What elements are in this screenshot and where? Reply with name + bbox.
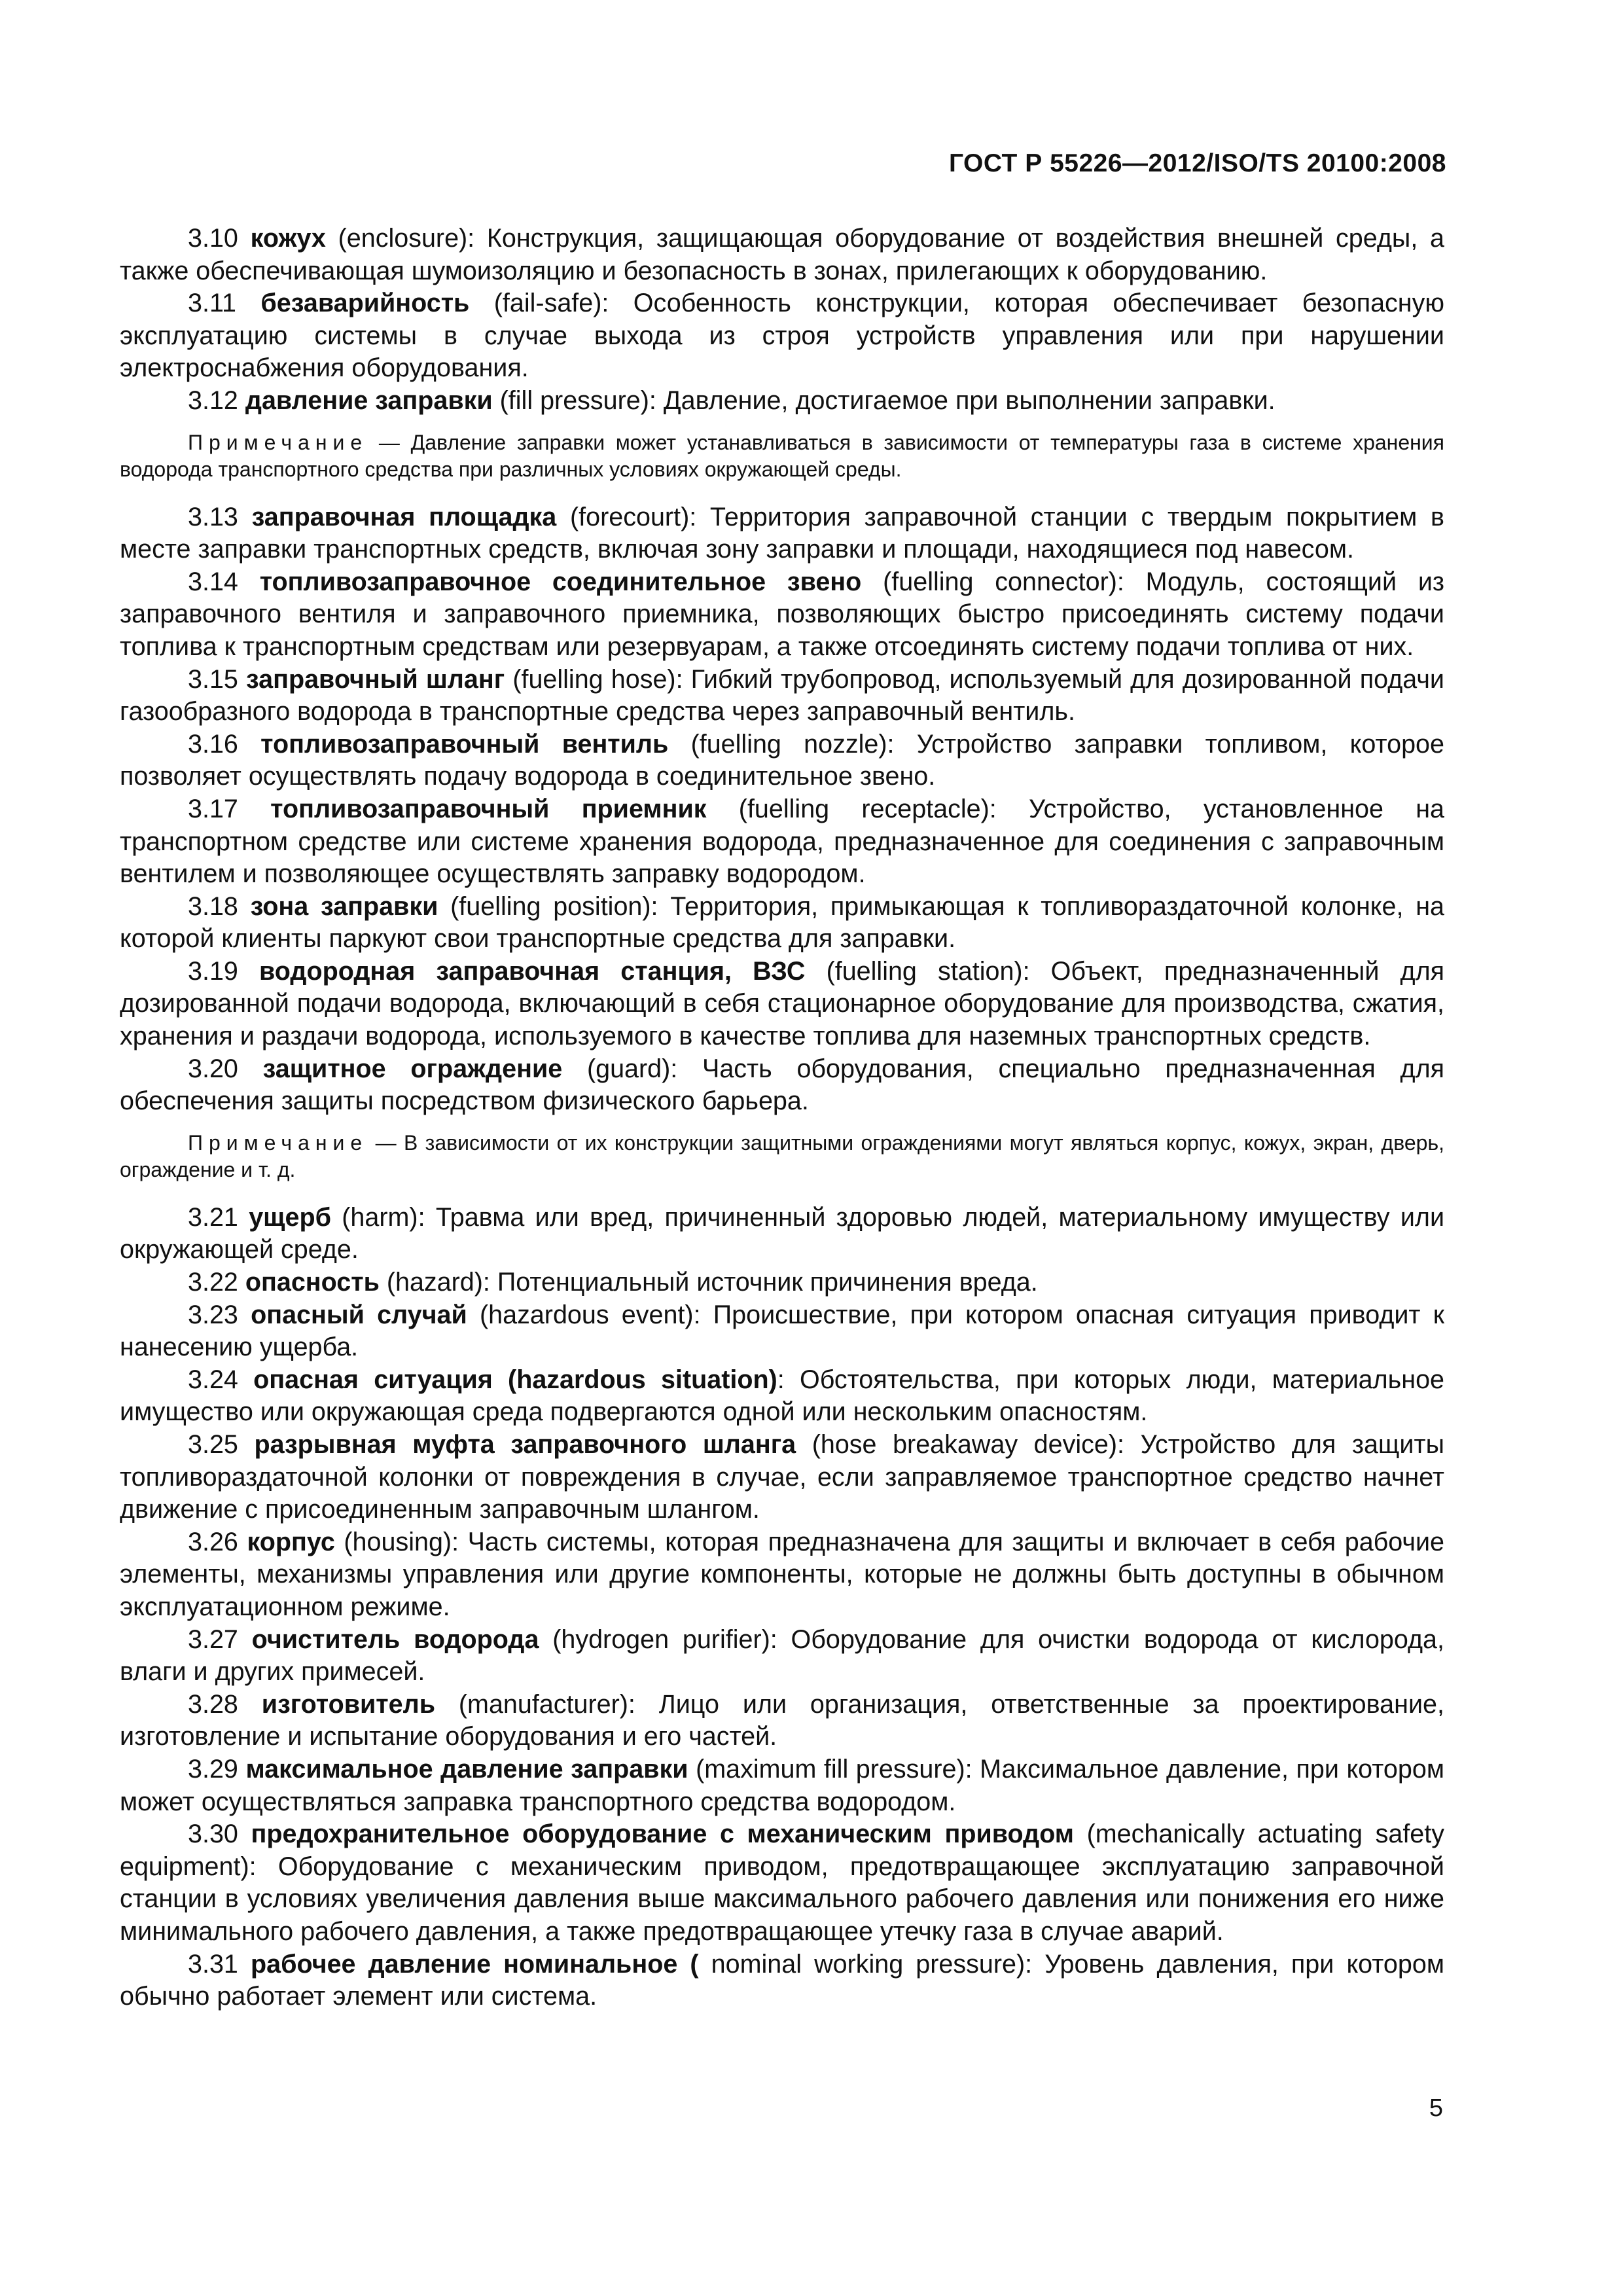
term-definition [120, 1526, 1444, 1624]
term-definition [120, 566, 1444, 664]
term-definition [120, 223, 1444, 287]
term-number: 3.30 [188, 1820, 238, 1849]
note-text: — В зависимости от их конструкции защитными ограждениями могут являться корпус, кожух, экран, дверь, ограждение и т. д. [120, 1130, 1445, 1181]
term-text: (mechanically actuating safety equipment): Оборудование с механическим приводом, предотвращающее эксплуатацию заправочной станции в условиях увеличения давления выше максимального рабочего давления или понижения его ниже минимального рабочего давления, а также предотвращающее утечку газа в случае аварий. [120, 1820, 1444, 1946]
term-definition [120, 1266, 1444, 1299]
term-number: 3.19 [188, 956, 238, 986]
term-number: 3.22 [188, 1268, 238, 1297]
term-title: кожух [250, 224, 326, 253]
term-title: очиститель водорода [251, 1624, 539, 1654]
term-number: 3.21 [188, 1202, 238, 1232]
term-number: 3.23 [188, 1300, 238, 1329]
term-text: (fuelling position): Территория, примыкающая к топливораздаточной колонке, на которой клиенты паркуют свои транспортные средства для заправки. [120, 891, 1444, 954]
term-definition [120, 728, 1444, 793]
term-definition [120, 1689, 1444, 1753]
term-number: 3.28 [188, 1689, 238, 1719]
note-label: Примечание [188, 430, 368, 454]
term-text: : Обстоятельства, при которых люди, материальное имущество или окружающая среда подвергаются одной или нескольким опасностям. [120, 1365, 1445, 1427]
term-text: (fuelling nozzle): Устройство заправки топливом, которое позволяет осуществлять подачу водорода в соединительное звено. [120, 729, 1444, 791]
term-definition [120, 1753, 1444, 1818]
term-definition [120, 664, 1444, 728]
term-title: рабочее давление номинальное ( [251, 1949, 699, 1979]
term-text: (maximum fill pressure): Максимальное давление, при котором может осуществляться заправка транспортного средства водородом. [120, 1754, 1444, 1816]
term-number: 3.13 [188, 502, 238, 531]
term-text: (housing): Часть системы, которая предназначена для защиты и включает в себя рабочие элементы, механизмы управления или другие компоненты, которые не должны быть доступны в обычном эксплуатационном режиме. [120, 1527, 1445, 1621]
term-definition [120, 793, 1444, 891]
term-title: опасность [245, 1268, 380, 1297]
term-number: 3.12 [188, 386, 238, 415]
document-body [120, 223, 1444, 2013]
term-title: предохранительное оборудование с механическим приводом [251, 1820, 1075, 1849]
term-text: (fuelling hose): Гибкий трубопровод, используемый для дозированной подачи газообразного водорода в транспортные средства через заправочный вентиль. [120, 664, 1444, 726]
term-definition [120, 1364, 1444, 1429]
term-text: (forecourt): Территория заправочной станции с твердым покрытием в месте заправки транспортных средств, включая зону заправки и площади, находящиеся под навесом. [120, 502, 1444, 564]
term-title: максимальное давление заправки [245, 1754, 688, 1784]
term-definition [120, 1948, 1444, 2013]
term-number: 3.16 [188, 729, 238, 759]
term-number: 3.26 [188, 1527, 238, 1556]
term-text: (hazardous event): Происшествие, при котором опасная ситуация приводит к нанесению ущерба. [120, 1300, 1444, 1362]
term-title: разрывная муфта заправочного шланга [254, 1430, 796, 1459]
term-number: 3.20 [188, 1054, 238, 1083]
term-text: (fill pressure): Давление, достигаемое при выполнении заправки. [499, 386, 1275, 415]
term-title: опасная ситуация (hazardous situation) [253, 1365, 777, 1394]
term-definition [120, 287, 1444, 385]
term-text: (enclosure): Конструкция, защищающая оборудование от воздействия внешней среды, а также обеспечивающая шумоизоляцию и безопасность в зонах, прилегающих к оборудованию. [120, 224, 1444, 285]
term-number: 3.24 [188, 1365, 238, 1394]
term-title: корпус [247, 1527, 335, 1556]
term-text: nominal working pressure): Уровень давления, при котором обычно работает элемент или система. [120, 1949, 1444, 2011]
term-title: зона заправки [250, 891, 438, 921]
term-number: 3.14 [188, 567, 238, 596]
term-definition [120, 501, 1444, 566]
term-definition [120, 1053, 1444, 1118]
term-title: ущерб [249, 1202, 331, 1232]
term-number: 3.31 [188, 1949, 238, 1979]
term-definition [120, 891, 1444, 956]
term-title: водородная заправочная станция, ВЗС [259, 956, 806, 986]
term-text: (fuelling receptacle): Устройство, установленное на транспортном средстве или системе хранения водорода, предназначенное для соединения с заправочным вентилем и позволяющее осуществлять заправку водородом. [120, 794, 1444, 889]
term-definition [120, 1624, 1444, 1689]
term-title: топливозаправочный приемник [270, 794, 707, 823]
term-title: изготовитель [261, 1689, 435, 1719]
term-definition [120, 956, 1444, 1053]
term-title: топливозаправочное соединительное звено [259, 567, 862, 596]
term-definition [120, 1818, 1444, 1948]
term-text: (fail-safe): Особенность конструкции, которая обеспечивает безопасную эксплуатацию системы в случае выхода из строя устройств управления или при нарушении электроснабжения оборудования. [120, 289, 1444, 383]
note [120, 429, 1444, 483]
term-definition [120, 1299, 1444, 1364]
term-number: 3.17 [188, 794, 238, 823]
term-text: (harm): Травма или вред, причиненный здоровью людей, материальному имуществу или окружающей среде. [120, 1202, 1445, 1265]
term-number: 3.11 [188, 289, 236, 318]
term-definition [120, 1429, 1444, 1526]
term-title: топливозаправочный вентиль [260, 729, 669, 759]
term-title: безаварийность [260, 289, 470, 318]
term-number: 3.29 [188, 1754, 238, 1784]
term-text: (hazard): Потенциальный источник причинения вреда. [386, 1268, 1038, 1297]
term-text: (guard): Часть оборудования, специально предназначенная для обеспечения защиты посредством физического барьера. [120, 1054, 1445, 1116]
term-number: 3.18 [188, 891, 238, 921]
term-text: (fuelling station): Объект, предназначенный для дозированной подачи водорода, включающий в себя стационарное оборудование для производства, сжатия, хранения и раздачи водорода, используемого в качестве топлива для наземных транспортных средств. [120, 956, 1445, 1051]
note-text: — Давление заправки может устанавливаться в зависимости от температуры газа в системе хранения водорода транспортного средства при различных условиях окружающей среды. [120, 430, 1445, 481]
term-definition [120, 385, 1444, 418]
document-header: ГОСТ Р 55226—2012/ISO/TS 20100:2008 [948, 149, 1446, 177]
term-number: 3.27 [188, 1624, 238, 1654]
note-label: Примечание [188, 1130, 368, 1155]
term-number: 3.15 [188, 664, 238, 694]
term-title: защитное ограждение [262, 1054, 563, 1083]
term-number: 3.25 [188, 1430, 238, 1459]
note [120, 1130, 1444, 1183]
term-title: давление заправки [245, 386, 493, 415]
term-text: (hydrogen purifier): Оборудование для очистки водорода от кислорода, влаги и других примесей. [120, 1624, 1444, 1687]
term-text: (hose breakaway device): Устройство для защиты топливораздаточной колонки от повреждения в случае, если заправляемое транспортное средство начнет движение с присоединенным заправочным шлангом. [120, 1430, 1444, 1524]
term-title: заправочная площадка [251, 502, 557, 531]
page-number: 5 [1429, 2094, 1443, 2122]
term-title: опасный случай [251, 1300, 467, 1329]
term-title: заправочный шланг [246, 664, 505, 694]
term-text: (manufacturer): Лицо или организация, ответственные за проектирование, изготовление и испытание оборудования и его частей. [120, 1689, 1444, 1751]
term-text: (fuelling connector): Модуль, состоящий из заправочного вентиля и заправочного приемника, позволяющих быстро присоединять систему подачи топлива к транспортным средствам или резервуарам, а также отсоединять систему подачи топлива от них. [120, 567, 1445, 661]
term-definition [120, 1202, 1444, 1266]
term-number: 3.10 [188, 224, 238, 253]
